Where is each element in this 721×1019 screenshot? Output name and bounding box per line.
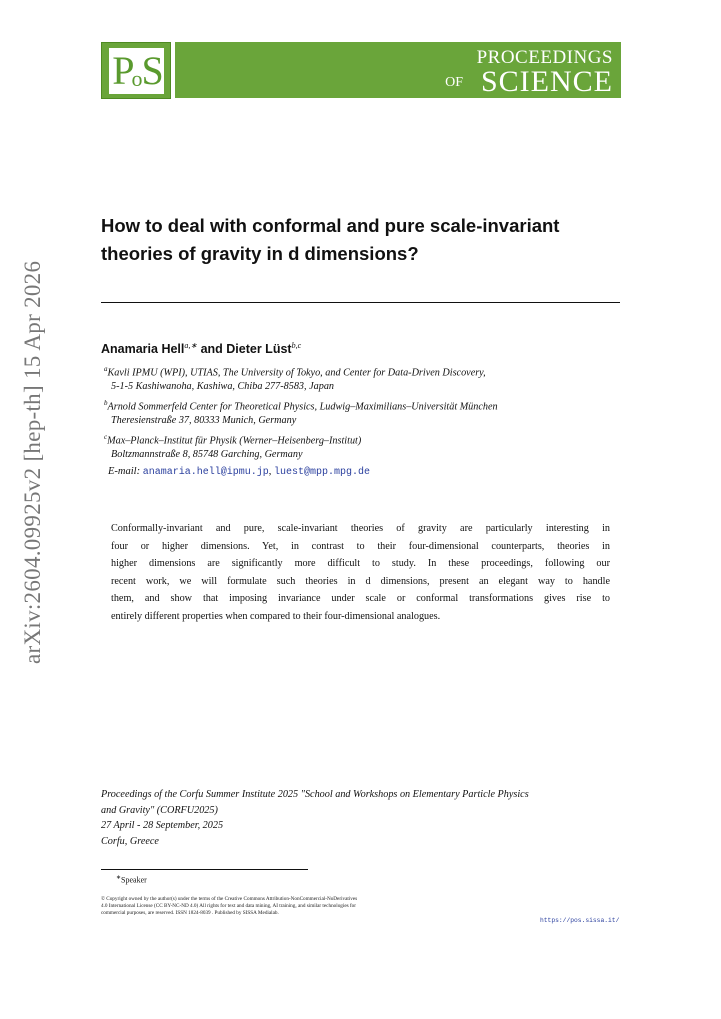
title-divider <box>101 302 620 303</box>
affiliation-mark: b <box>104 399 108 407</box>
proceedings-line: and Gravity" (CORFU2025) <box>101 804 218 816</box>
author-list <box>101 341 301 356</box>
affiliation-mark: c <box>104 433 108 441</box>
abstract <box>111 520 610 626</box>
affiliation-line: 5-1-5 Kashiwanoha, Kashiwa, Chiba 277-8583, Japan <box>111 381 335 393</box>
footnote-text: Speaker <box>121 875 147 885</box>
banner-proceedings: PROCEEDINGS <box>476 47 613 68</box>
abstract-line: higher dimensions are significantly more difficult to study. In these proceedings, following our <box>111 558 610 570</box>
affiliation-b <box>104 396 624 428</box>
banner-of: OF <box>445 75 463 90</box>
paper-title <box>101 212 621 268</box>
author-conjunction: and <box>200 342 223 357</box>
banner-science: SCIENCE <box>480 65 613 98</box>
email-label: E-mail: <box>108 466 141 477</box>
affiliation-mark: a <box>104 365 108 373</box>
pos-logo <box>101 42 171 99</box>
proceedings-info <box>101 787 621 849</box>
author-name: Dieter Lüst <box>226 342 292 357</box>
author-affil-mark: b,c <box>291 341 302 350</box>
arxiv-stamp: arXiv:2604.09925v2 [hep-th] 15 Apr 2026 <box>20 260 45 664</box>
email-link-luest[interactable]: luest@mpp.mpg.de <box>273 467 370 478</box>
affiliation-c <box>104 430 624 462</box>
copyright-line: © Copyright owned by the author(s) under the terms of the Creative Commons Attribution-NonCommercial-NoDerivatives <box>101 896 358 902</box>
affiliation-a <box>104 362 624 394</box>
abstract-line: Conformally-invariant and pure, scale-invariant theories of gravity are particularly interesting in <box>111 523 610 534</box>
proceedings-banner <box>175 42 621 98</box>
title-line-2: theories of gravity in d dimensions? <box>101 243 419 264</box>
pos-url-link[interactable]: https://pos.sissa.it/ <box>540 917 620 924</box>
proceedings-dates: 27 April - 28 September, 2025 <box>101 820 224 831</box>
affiliation-line: Max–Planck–Institut für Physik (Werner–Heisenberg–Institut) <box>107 435 362 447</box>
copyright-notice <box>101 896 481 916</box>
abstract-line: four or higher dimensions. Yet, in contrast to their four-dimensional counterparts, theories in <box>111 540 610 552</box>
affiliation-line: Boltzmannstraße 8, 85748 Garching, Germany <box>111 449 303 461</box>
abstract-line: them, and show that imposing invariance under scale or conformal transformations gives rise to <box>111 593 610 605</box>
title-line-1: How to deal with conformal and pure scale-invariant <box>101 215 560 236</box>
proceedings-line: Proceedings of the Corfu Summer Institute 2025 "School and Workshops on Elementary Particle Physics <box>101 789 529 800</box>
email-line <box>108 466 370 478</box>
affiliation-line: Theresienstraße 37, 80333 Munich, Germany <box>111 415 297 427</box>
copyright-line: commercial purposes, are reserved. ISSN 1824-8039 . Published by SISSA Medialab. <box>101 909 279 916</box>
email-link-hell[interactable]: anamaria.hell@ipmu.jp <box>142 467 269 478</box>
footnote-mark: ∗ <box>116 875 122 881</box>
footnote <box>116 874 147 885</box>
affiliation-line: Arnold Sommerfeld Center for Theoretical Physics, Ludwig–Maximilians–Universität München <box>107 401 498 413</box>
abstract-line: recent work, we will formulate such theories in d dimensions, present an elegant way to handle <box>111 575 610 587</box>
affiliation-line: Kavli IPMU (WPI), UTIAS, The University of Tokyo, and Center for Data-Driven Discovery, <box>107 367 486 379</box>
abstract-line: entirely different properties when compared to their four-dimensional analogues. <box>111 610 441 622</box>
copyright-line: 4.0 International License (CC BY-NC-ND 4.0) All rights for text and data mining, AI training, and similar technologies for <box>101 902 356 909</box>
author-name: Anamaria Hell <box>101 342 185 357</box>
author-affil-mark: a,∗ <box>184 341 198 350</box>
proceedings-location: Corfu, Greece <box>101 835 159 847</box>
footnote-divider <box>101 869 308 870</box>
email-separator: , <box>268 466 272 477</box>
pos-logo-mark: PoS <box>108 47 165 95</box>
